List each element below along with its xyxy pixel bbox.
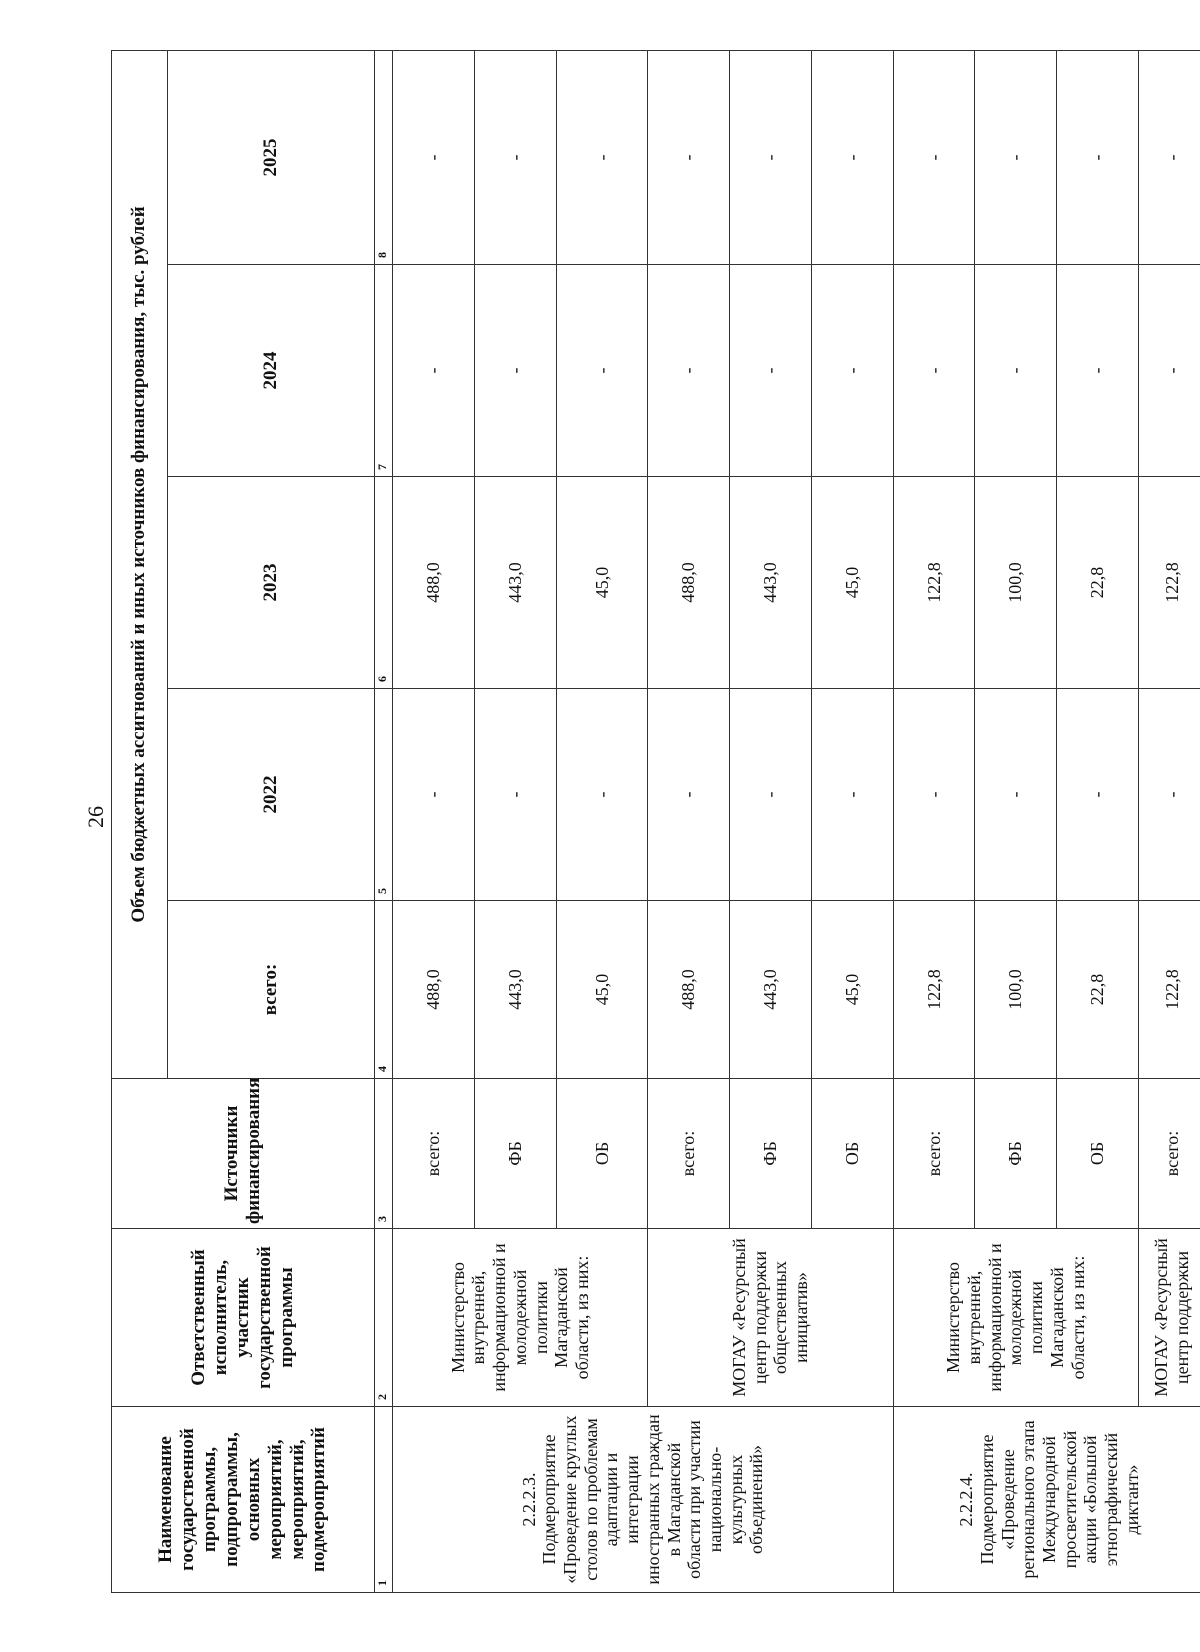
value-cell: 122,8 <box>1139 901 1200 1079</box>
value-cell: 488,0 <box>648 901 730 1079</box>
header-year-total: всего: <box>167 901 374 1079</box>
value-cell: 45,0 <box>556 477 648 689</box>
value-cell: 22,8 <box>1057 901 1139 1079</box>
value-cell: 100,0 <box>975 477 1057 689</box>
table-row <box>393 50 475 1592</box>
column-numbers-row <box>374 50 392 1592</box>
value-cell: 488,0 <box>648 477 730 689</box>
source-cell: ОБ <box>556 1079 648 1229</box>
value-cell: 100,0 <box>975 901 1057 1079</box>
executor-cell: МОГАУ «Ресурсный центр поддержки <box>1139 1229 1200 1407</box>
header-year-2022: 2022 <box>167 689 374 901</box>
value-cell: - <box>556 50 648 264</box>
column-number: 5 <box>374 689 392 901</box>
value-cell: 443,0 <box>730 901 812 1079</box>
table-row <box>1139 50 1200 1592</box>
header-year-2023: 2023 <box>167 477 374 689</box>
column-number: 2 <box>374 1229 392 1407</box>
value-cell: - <box>975 689 1057 901</box>
value-cell: - <box>556 265 648 477</box>
value-cell: - <box>556 689 648 901</box>
value-cell: - <box>811 50 893 264</box>
value-cell: 488,0 <box>393 477 475 689</box>
table-row <box>648 50 730 1592</box>
value-cell: - <box>811 265 893 477</box>
column-number: 3 <box>374 1079 392 1229</box>
value-cell: - <box>474 50 556 264</box>
value-cell: - <box>648 50 730 264</box>
value-cell: 122,8 <box>893 477 975 689</box>
value-cell: 443,0 <box>474 901 556 1079</box>
source-cell: ФБ <box>730 1079 812 1229</box>
value-cell: 488,0 <box>393 901 475 1079</box>
source-cell: всего: <box>893 1079 975 1229</box>
value-cell: - <box>730 689 812 901</box>
subactivity-name-cell: 2.2.2.4. Подмероприятие «Проведение регионального этапа Международной просветительской акции «Большой этнографический диктант» <box>893 1407 1200 1593</box>
value-cell: - <box>1139 265 1200 477</box>
header-source-cell: Источники финансирования <box>112 1079 375 1229</box>
column-number: 8 <box>374 50 392 264</box>
value-cell: - <box>975 265 1057 477</box>
value-cell: - <box>893 689 975 901</box>
source-cell: всего: <box>648 1079 730 1229</box>
header-year-2024: 2024 <box>167 265 374 477</box>
value-cell: - <box>393 50 475 264</box>
value-cell: - <box>1139 50 1200 264</box>
source-cell: ОБ <box>811 1079 893 1229</box>
value-cell: - <box>1057 265 1139 477</box>
value-cell: - <box>474 265 556 477</box>
value-cell: - <box>730 265 812 477</box>
value-cell: - <box>1139 689 1200 901</box>
header-volume-group-cell: Объем бюджетных ассигнований и иных источников финансирования, тыс. рублей <box>112 50 168 1078</box>
value-cell: 443,0 <box>474 477 556 689</box>
value-cell: - <box>893 50 975 264</box>
value-cell: - <box>393 689 475 901</box>
value-cell: 45,0 <box>811 901 893 1079</box>
rotated-table-container <box>111 51 1200 1593</box>
source-cell: всего: <box>1139 1079 1200 1229</box>
executor-cell: Министерство внутренней, информационной и молодежной политики Магаданской области, из них: <box>893 1229 1138 1407</box>
budget-table <box>111 50 1200 1593</box>
column-number: 4 <box>374 901 392 1079</box>
executor-cell: МОГАУ «Ресурсный центр поддержки общественных инициатив» <box>648 1229 893 1407</box>
value-cell: 45,0 <box>811 477 893 689</box>
value-cell: - <box>648 265 730 477</box>
value-cell: - <box>1057 689 1139 901</box>
source-cell: ФБ <box>474 1079 556 1229</box>
value-cell: 122,8 <box>1139 477 1200 689</box>
value-cell: - <box>393 265 475 477</box>
column-number: 6 <box>374 477 392 689</box>
header-year-2025: 2025 <box>167 50 374 264</box>
value-cell: - <box>648 689 730 901</box>
page-number: 26 <box>83 806 108 828</box>
column-number: 7 <box>374 265 392 477</box>
value-cell: 22,8 <box>1057 477 1139 689</box>
value-cell: 122,8 <box>893 901 975 1079</box>
source-cell: ФБ <box>975 1079 1057 1229</box>
executor-cell: Министерство внутренней, информационной и молодежной политики Магаданской области, из них: <box>393 1229 648 1407</box>
column-number: 1 <box>374 1407 392 1593</box>
table-row <box>893 50 975 1592</box>
value-cell: 45,0 <box>556 901 648 1079</box>
source-cell: ОБ <box>1057 1079 1139 1229</box>
value-cell: - <box>1057 50 1139 264</box>
header-executor-cell: Ответственный исполнитель, участник государственной программы <box>112 1229 375 1407</box>
header-name-cell: Наименование государственной программы, подпрограммы, основных мероприятий, мероприятий, подмероприятий <box>112 1407 375 1593</box>
value-cell: - <box>811 689 893 901</box>
value-cell: - <box>975 50 1057 264</box>
value-cell: - <box>730 50 812 264</box>
value-cell: - <box>893 265 975 477</box>
value-cell: 443,0 <box>730 477 812 689</box>
value-cell: - <box>474 689 556 901</box>
subactivity-name-cell: 2.2.2.3. Подмероприятие «Проведение круглых столов по проблемам адаптации и интеграции иностранных граждан в Магаданской области при участии национально-культурных объединений» <box>393 1407 894 1593</box>
header-row-1 <box>112 50 168 1592</box>
source-cell: всего: <box>393 1079 475 1229</box>
